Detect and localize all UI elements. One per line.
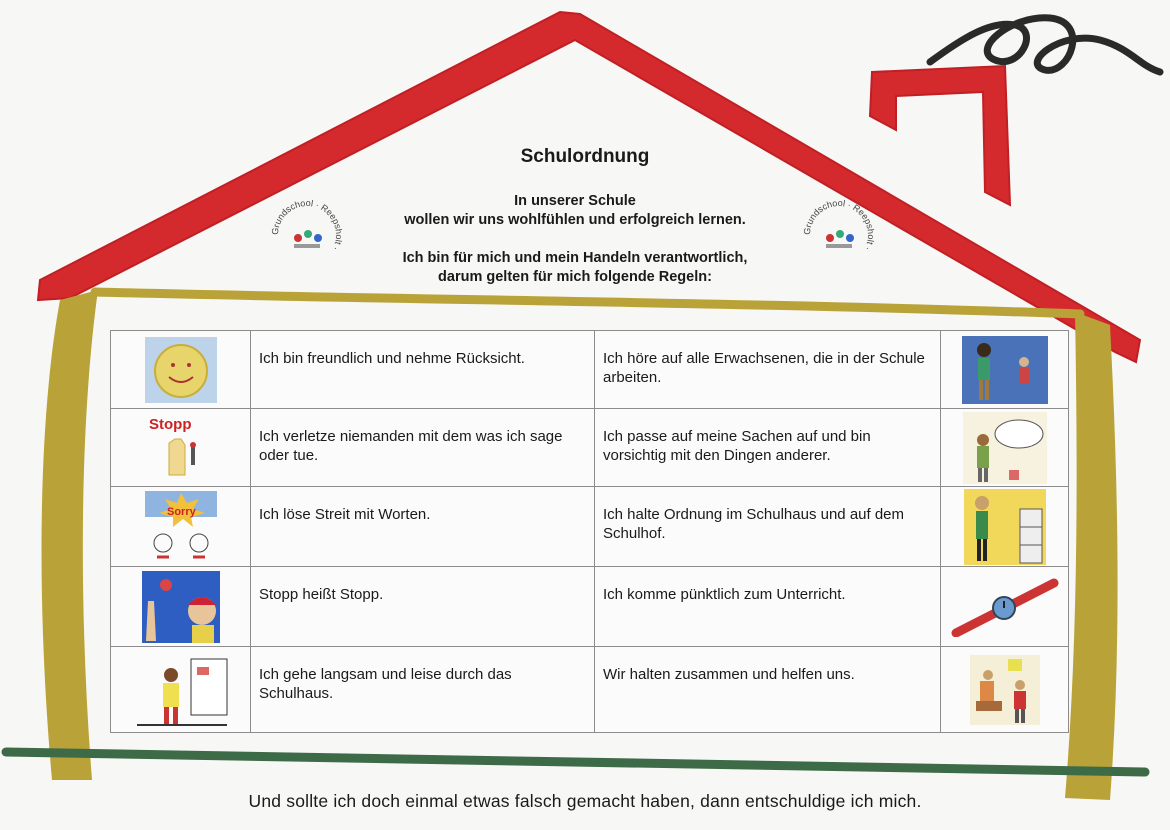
table-row (111, 487, 1069, 567)
table-row (111, 567, 1069, 647)
svg-text:Grundschool · Reepsholt ·: Grundschool · Reepsholt · (269, 197, 345, 253)
rule-right-3: Ich halte Ordnung im Schulhaus und auf dem Schulhof. (595, 487, 941, 567)
rule-left-5: Ich gehe langsam und leise durch das Schulhaus. (251, 647, 595, 733)
drawing-stopp-label: Stopp (148, 415, 191, 433)
page-title: Schulordnung (520, 146, 650, 167)
footer-statement: Und sollte ich doch einmal etwas falsch gemacht haben, dann entschuldige ich mich. (248, 791, 922, 811)
ceiling-line (95, 292, 1080, 314)
rule-left-2: Ich verletze niemanden mit dem was ich sage oder tue. (251, 409, 595, 487)
school-seal-right (800, 196, 878, 274)
drawing-cell (941, 331, 1069, 409)
wall-left (42, 290, 98, 780)
drawing-cell (111, 409, 251, 487)
intro-block-1 (345, 192, 805, 230)
ground-line (6, 752, 1145, 772)
chimney-smoke (930, 18, 1160, 72)
rule-right-1: Ich höre auf alle Erwachsenen, die in der Schule arbeiten. (595, 331, 941, 409)
rule-right-5: Wir halten zusammen und helfen uns. (595, 647, 941, 733)
wristwatch-drawing (950, 577, 1060, 637)
chimney (870, 66, 1010, 205)
drawing-cell (111, 567, 251, 647)
drawing-cell (941, 409, 1069, 487)
drawing-sorry-label: Sorry (166, 505, 196, 518)
rules-table (110, 330, 1069, 733)
wall-right (1065, 312, 1118, 800)
table-row (111, 331, 1069, 409)
intro-line-2: wollen wir uns wohlfühlen und erfolgreich lernen. (404, 212, 746, 228)
tidy-school-drawing (964, 489, 1046, 565)
rule-left-3: Ich löse Streit mit Worten. (251, 487, 595, 567)
table-row (111, 409, 1069, 487)
walking-quietly-drawing (133, 653, 229, 727)
adults-talking-drawing (962, 336, 1048, 404)
rule-left-4: Stopp heißt Stopp. (251, 567, 595, 647)
intro-line-1: In unserer Schule (514, 193, 636, 209)
smiling-sun-drawing (145, 337, 217, 403)
intro-line-4: darum gelten für mich folgende Regeln: (438, 269, 712, 285)
drawing-cell (111, 487, 251, 567)
stop-gesture-drawing (142, 571, 220, 643)
helping-each-other-drawing (970, 655, 1040, 725)
school-seal-left (268, 196, 346, 274)
drawing-cell (941, 647, 1069, 733)
drawing-cell (111, 331, 251, 409)
svg-text:Grundschool · Reepsholt ·: Grundschool · Reepsholt · (801, 197, 877, 253)
stop-hand-drawing (145, 413, 217, 483)
careful-things-drawing (963, 412, 1047, 484)
intro-block-2 (345, 249, 805, 287)
intro-line-3: Ich bin für mich und mein Handeln verantwortlich, (402, 250, 748, 266)
drawing-cell (941, 567, 1069, 647)
drawing-cell (941, 487, 1069, 567)
rule-left-1: Ich bin freundlich und nehme Rücksicht. (251, 331, 595, 409)
drawing-cell (111, 647, 251, 733)
rule-right-2: Ich passe auf meine Sachen auf und bin vorsichtig mit den Dingen anderer. (595, 409, 941, 487)
rule-right-4: Ich komme pünktlich zum Unterricht. (595, 567, 941, 647)
sorry-drawing (145, 491, 217, 563)
table-row (111, 647, 1069, 733)
